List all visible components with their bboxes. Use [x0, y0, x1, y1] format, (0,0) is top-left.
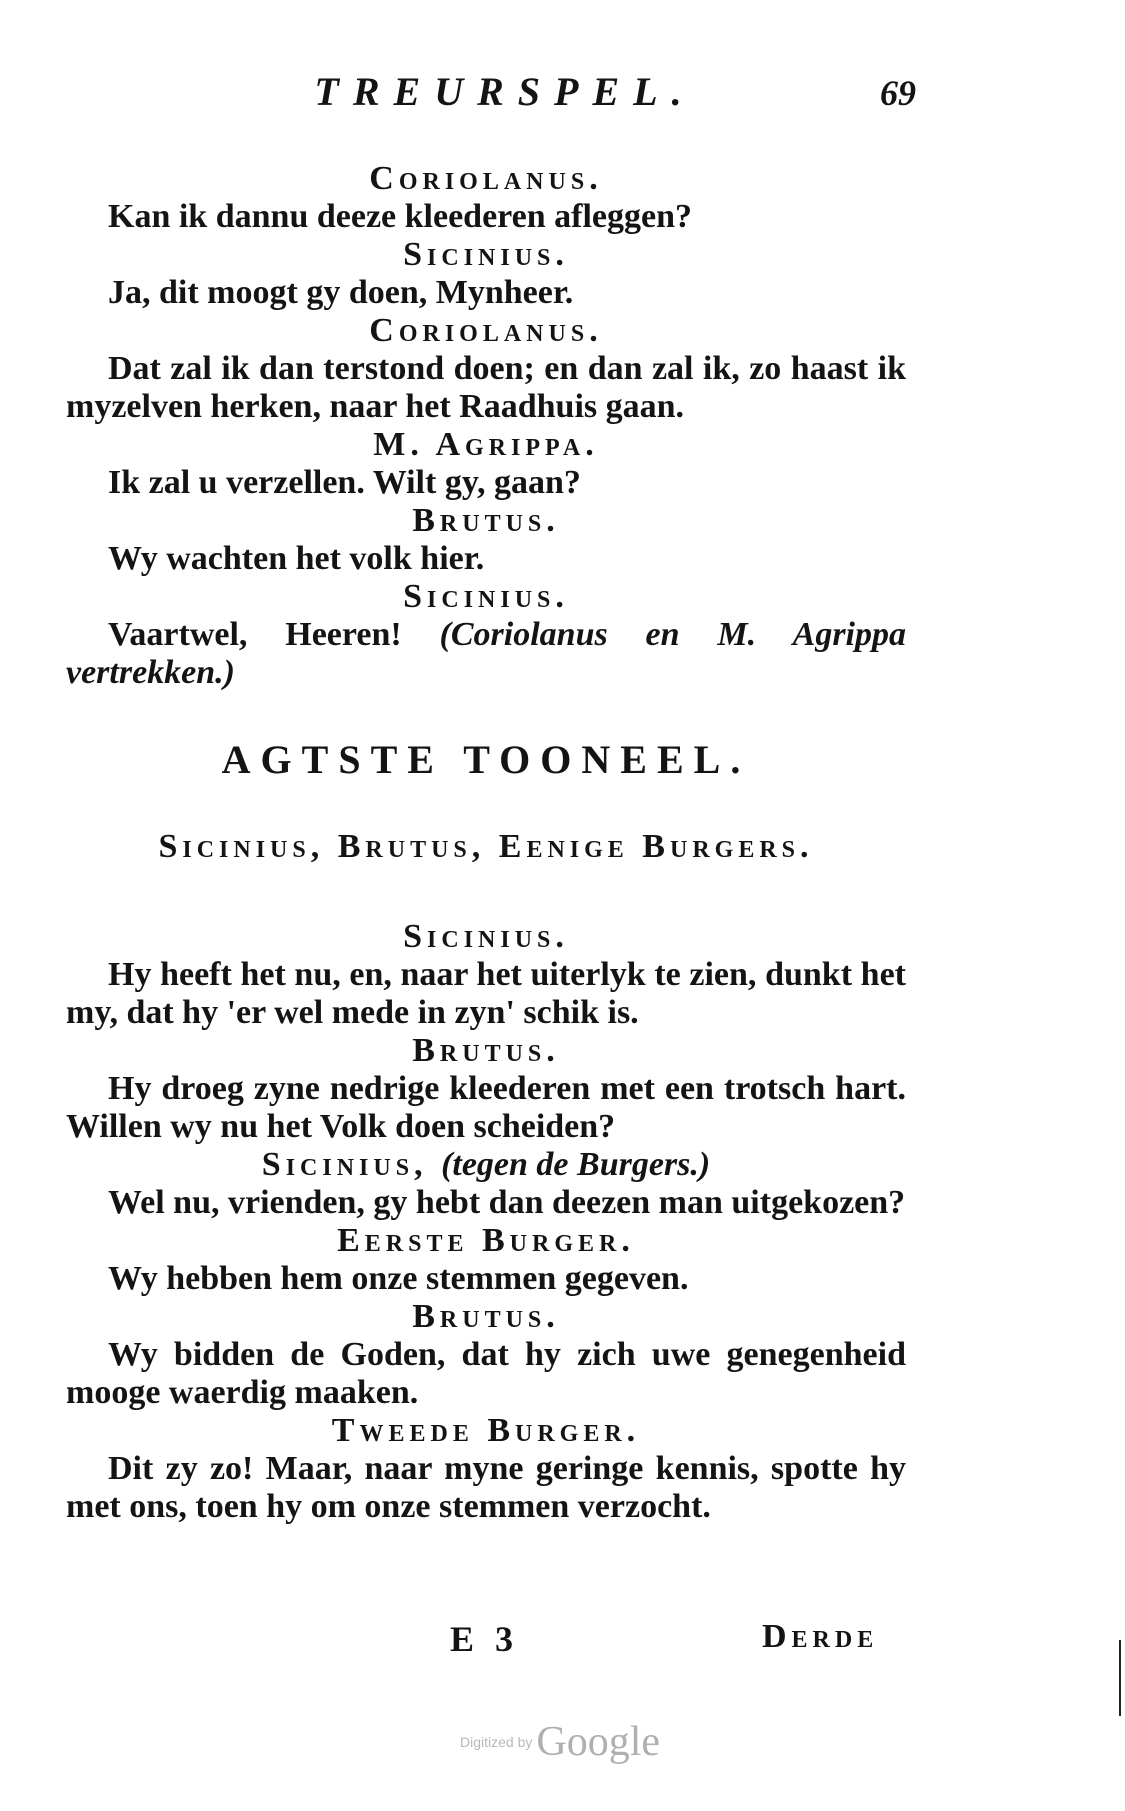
- speaker-name: Brutus.: [412, 1032, 560, 1069]
- speech-text: Wy wachten het volk hier.: [108, 540, 485, 577]
- speech-text: [66, 616, 906, 692]
- signature-mark: E 3: [450, 1619, 520, 1659]
- speaker-name: Sicinius.: [403, 578, 569, 615]
- speaker-name: M. Agrippa.: [373, 426, 599, 463]
- stage-direction: (tegen de Burgers.): [441, 1146, 711, 1183]
- speech-text: Dit zy zo! Maar, naar myne geringe kennis, spotte hy met ons, toen hy om onze stemmen verzocht.: [66, 1450, 906, 1525]
- stage-direction: (Coriolanus en M. Agrippa vertrekken.): [66, 616, 907, 691]
- speaker-name: Sicinius,: [261, 1146, 428, 1183]
- speaker-name: Sicinius.: [403, 236, 569, 273]
- speech-text: Wel nu, vrienden, gy hebt dan deezen man uitgekozen?: [108, 1184, 906, 1221]
- speaker-name: Tweede Burger.: [331, 1412, 641, 1449]
- catchword: Derde: [762, 1618, 879, 1655]
- speech-text: Ik zal u verzellen. Wilt gy, gaan?: [108, 464, 581, 501]
- speech-text-main: Vaartwel, Heeren!: [108, 616, 402, 653]
- speech-text: Hy droeg zyne nedrige kleederen met een trotsch hart. Willen wy nu het Volk doen scheiden?: [66, 1070, 906, 1145]
- scene-cast-list: Sicinius, Brutus, Eenige Burgers.: [158, 828, 814, 865]
- speaker-line: [66, 1146, 906, 1184]
- watermark-prefix: Digitized by: [460, 1734, 533, 1750]
- google-logo: Google: [536, 1719, 661, 1765]
- speech-text: Kan ik dannu deeze kleederen afleggen?: [108, 198, 692, 235]
- speech-text: Wy hebben hem onze stemmen gegeven.: [108, 1260, 689, 1297]
- scene-title: AGTSTE TOONEEL.: [221, 737, 751, 782]
- speech-text: Ja, dit moogt gy doen, Mynheer.: [108, 274, 574, 311]
- speaker-name: Coriolanus.: [369, 160, 603, 197]
- speech-text: Dat zal ik dan terstond doen; en dan zal ik, zo haast ik myzelven herken, naar het Raadhuis gaan.: [66, 350, 906, 425]
- page-number: 69: [880, 73, 916, 113]
- digitization-watermark: [460, 1718, 660, 1766]
- page-body: [66, 160, 906, 1526]
- speaker-name: Sicinius.: [403, 918, 569, 955]
- speaker-name: Brutus.: [412, 1298, 560, 1335]
- speaker-name: Brutus.: [412, 502, 560, 539]
- speech-text: Wy bidden de Goden, dat hy zich uwe genegenheid mooge waerdig maaken.: [66, 1336, 906, 1411]
- speaker-name: Eerste Burger.: [337, 1222, 635, 1259]
- running-title: TREURSPEL.: [314, 69, 696, 114]
- scan-edge-mark: [1119, 1640, 1121, 1716]
- speaker-name: Coriolanus.: [369, 312, 603, 349]
- speech-text: Hy heeft het nu, en, naar het uiterlyk te zien, dunkt het my, dat hy 'er wel mede in zyn' schik is.: [66, 956, 906, 1031]
